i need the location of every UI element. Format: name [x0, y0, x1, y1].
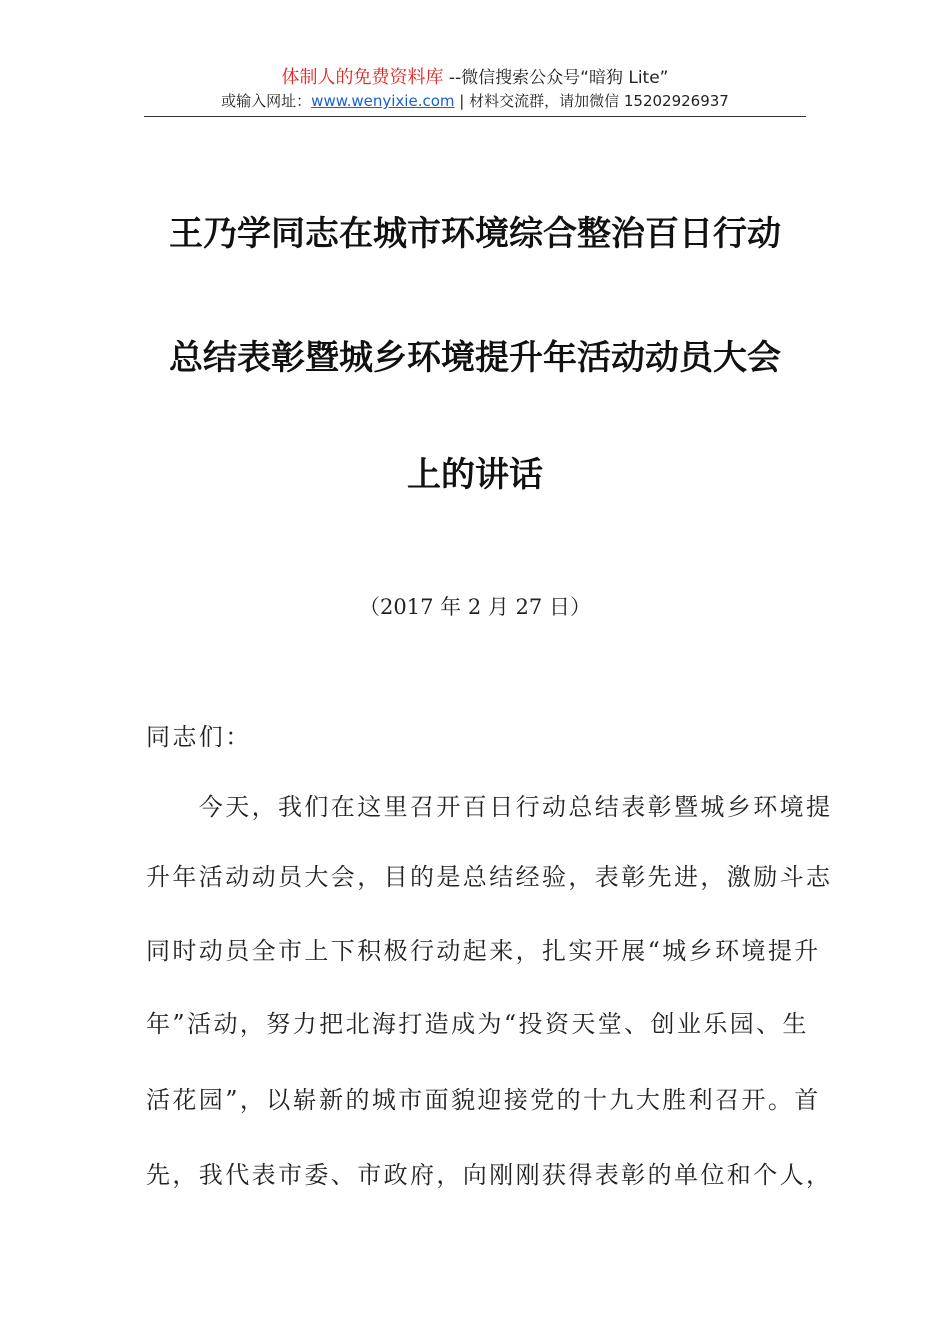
- body-line: 今天，我们在这里召开百日行动总结表彰暨城乡环境提: [146, 793, 833, 821]
- header-line-1: [144, 66, 806, 90]
- body-line: 同时动员全市上下积极行动起来，扎实开展“城乡环境提升: [146, 937, 821, 965]
- document-title-line-2: 总结表彰暨城乡环境提升年活动动员大会: [169, 338, 781, 378]
- header-brand: 体制人的免费资料库: [281, 67, 444, 88]
- header-url-link[interactable]: www.wenyixie.com: [311, 92, 455, 110]
- document-title-line-1: 王乃学同志在城市环境综合整治百日行动: [169, 214, 781, 254]
- page-header: [144, 66, 806, 112]
- body-line: 升年活动动员大会，目的是总结经验，表彰先进，激励斗志: [146, 863, 833, 891]
- header-line-2: [144, 90, 806, 112]
- document-title-line-3: 上的讲话: [407, 455, 543, 495]
- header-url-prefix: 或输入网址：: [221, 92, 312, 110]
- document-date: （2017 年 2 月 27 日）: [359, 595, 591, 619]
- body-line: 年”活动，努力把北海打造成为“投资天堂、创业乐园、生: [146, 1010, 809, 1038]
- greeting: 同志们：: [146, 723, 252, 751]
- body-line: 活花园”，以崭新的城市面貌迎接党的十九大胜利召开。首: [146, 1086, 821, 1114]
- header-contact: | 材料交流群，请加微信 15202926937: [454, 92, 729, 110]
- body-line: 先，我代表市委、市政府，向刚刚获得表彰的单位和个人，: [146, 1161, 833, 1189]
- header-tagline: --微信搜索公众号“暗狗 Lite”: [443, 68, 669, 88]
- header-divider: [144, 116, 806, 117]
